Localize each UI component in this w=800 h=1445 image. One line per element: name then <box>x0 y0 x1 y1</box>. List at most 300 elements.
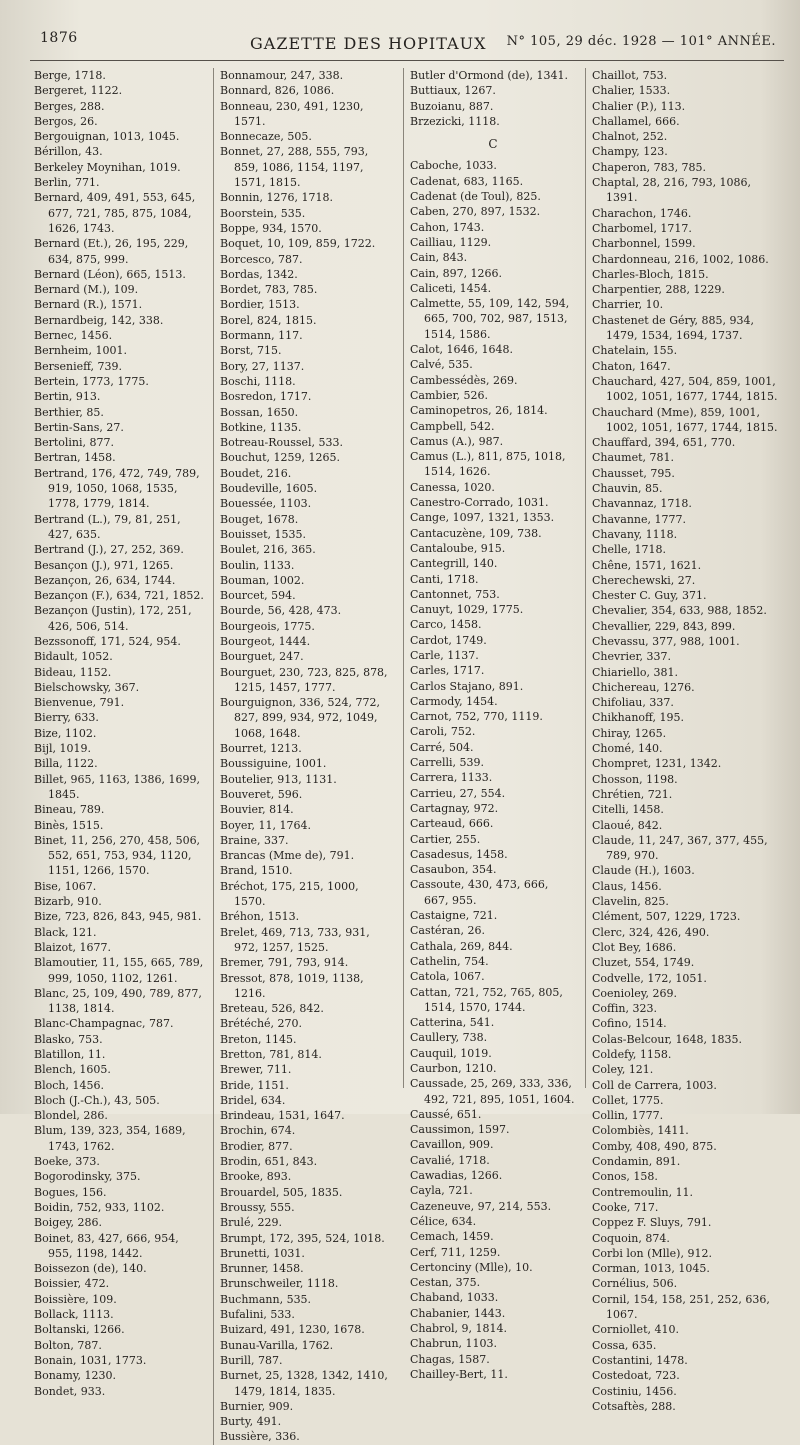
index-entry: Bouisset, 1535. <box>220 527 307 541</box>
index-entry: Codvelle, 172, 1051. <box>592 971 707 985</box>
index-entry: Caroli, 752. <box>410 725 476 739</box>
index-entry: Bertrand, 176, 472, 749, 789, 919, 1050, 1068, 1535, 1778, 1779, 1814. <box>34 466 200 511</box>
index-column-1 <box>34 68 206 1399</box>
index-entry: Chabrun, 1103. <box>410 1337 498 1351</box>
index-entry: Boeke, 373. <box>34 1155 100 1169</box>
index-entry: Bertran, 1458. <box>34 451 116 465</box>
index-entry: Bondet, 933. <box>34 1384 106 1398</box>
index-entry: Burnier, 909. <box>220 1399 294 1413</box>
index-entry: Boinet, 83, 427, 666, 954, 955, 1198, 1442. <box>34 1231 179 1260</box>
index-entry: Bloch, 1456. <box>34 1078 104 1092</box>
index-entry: Buchmann, 535. <box>220 1292 312 1306</box>
index-entry: Chagas, 1587. <box>410 1352 490 1366</box>
index-entry: Chauchard, 427, 504, 859, 1001, 1002, 1051, 1677, 1744, 1815. <box>592 374 778 404</box>
index-entry: Chomé, 140. <box>592 742 663 756</box>
index-entry: Chastenet de Géry, 885, 934, 1479, 1534, 1694, 1737. <box>592 313 754 343</box>
index-entry: Carnot, 752, 770, 1119. <box>410 710 543 724</box>
index-entry: Chaillot, 753. <box>592 69 668 82</box>
index-entry: Chardonneau, 216, 1002, 1086. <box>592 252 769 266</box>
index-entry: Challamel, 666. <box>592 114 680 128</box>
index-entry: Brodin, 651, 843. <box>220 1155 318 1169</box>
index-entry: Bize, 723, 826, 843, 945, 981. <box>34 910 202 924</box>
index-entry: Cadenat (de Toul), 825. <box>410 190 541 204</box>
index-entry: Cornélius, 506. <box>592 1277 678 1291</box>
index-entry: Chelle, 1718. <box>592 543 667 557</box>
index-entry: Chiariello, 381. <box>592 665 679 679</box>
index-entry: Cornil, 154, 158, 251, 252, 636, 1067. <box>592 1292 770 1322</box>
index-entry: Bernard (Léon), 665, 1513. <box>34 267 186 281</box>
index-entry: Bourgeot, 1444. <box>220 634 311 648</box>
index-entry: Bertrand (L.), 79, 81, 251, 427, 635. <box>34 512 181 541</box>
index-column-4 <box>585 68 784 1413</box>
index-entry: Calvé, 535. <box>410 358 473 372</box>
index-entry: Charpentier, 288, 1229. <box>592 283 725 297</box>
index-entry: Berges, 288. <box>34 99 105 113</box>
index-entry: Cattan, 721, 752, 765, 805, 1514, 1570, 1744. <box>410 985 563 1014</box>
index-entry: Coppez F. Sluys, 791. <box>592 1216 712 1230</box>
index-entry: Bonnet, 27, 288, 555, 793, 859, 1086, 1154, 1197, 1571, 1815. <box>220 145 369 190</box>
index-entry: Cambier, 526. <box>410 388 489 402</box>
index-entry: Casadesus, 1458. <box>410 847 508 861</box>
index-entry: Bonain, 1031, 1773. <box>34 1353 147 1367</box>
index-entry: Brzezicki, 1118. <box>410 114 500 128</box>
index-entry: Buizard, 491, 1230, 1678. <box>220 1323 365 1337</box>
index-entry: Breteau, 526, 842. <box>220 1002 324 1016</box>
index-entry: Brunetti, 1031. <box>220 1246 305 1260</box>
index-entry: Bosredon, 1717. <box>220 390 312 404</box>
index-entry: Colas-Belcour, 1648, 1835. <box>592 1032 742 1046</box>
index-entry: Claoué, 842. <box>592 818 663 832</box>
index-entry: Bloch (J.-Ch.), 43, 505. <box>34 1093 160 1107</box>
index-entry: Bouchut, 1259, 1265. <box>220 451 341 465</box>
index-entry: Chavany, 1118. <box>592 527 678 541</box>
index-entry: Boissière, 109. <box>34 1292 117 1306</box>
index-entry: Boutelier, 913, 1131. <box>220 772 337 786</box>
index-entry: Bourret, 1213. <box>220 742 302 756</box>
index-entry: Casaubon, 354. <box>410 863 497 877</box>
index-entry: Charbomel, 1717. <box>592 221 692 235</box>
index-entry: Boidin, 752, 933, 1102. <box>34 1200 165 1214</box>
index-entry: Blanc-Champagnac, 787. <box>34 1017 174 1031</box>
index-entry: Bremer, 791, 793, 914. <box>220 956 349 970</box>
index-entry: Bergouignan, 1013, 1045. <box>34 130 180 144</box>
index-entry: Canessa, 1020. <box>410 480 495 494</box>
index-entry: Campbell, 542. <box>410 419 495 433</box>
index-entry: Burill, 787. <box>220 1353 283 1367</box>
index-entry: Chosson, 1198. <box>592 772 678 786</box>
index-entry: Costiniu, 1456. <box>592 1384 677 1398</box>
index-entry: Carle, 1137. <box>410 648 479 662</box>
index-entry: Chaptal, 28, 216, 793, 1086, 1391. <box>592 176 752 205</box>
page-number: 1876 <box>40 30 78 46</box>
index-entry: Champy, 123. <box>592 145 668 159</box>
index-entry: Bernheim, 1001. <box>34 344 127 358</box>
index-entry: Cemach, 1459. <box>410 1230 494 1244</box>
index-entry: Broussy, 555. <box>220 1200 295 1214</box>
index-entry: Chevrier, 337. <box>592 650 672 664</box>
index-entry: Botkine, 1135. <box>220 420 302 434</box>
index-entry: Boyer, 11, 1764. <box>220 818 311 832</box>
index-entry: Chêne, 1571, 1621. <box>592 558 702 572</box>
index-entry: Cantaloube, 915. <box>410 541 506 555</box>
index-entry: Buttiaux, 1267. <box>410 84 496 98</box>
index-entry: Brumpt, 172, 395, 524, 1018. <box>220 1231 385 1245</box>
index-entry: Chrétien, 721. <box>592 787 673 801</box>
index-entry: Carlos Stajano, 891. <box>410 679 524 693</box>
index-entry: Brewer, 711. <box>220 1063 292 1077</box>
index-entry: Carco, 1458. <box>410 618 482 632</box>
index-entry: Chabrol, 9, 1814. <box>410 1322 507 1336</box>
index-entry: Bideau, 1152. <box>34 665 112 679</box>
index-entry: Cailliau, 1129. <box>410 235 492 249</box>
index-entry: Bernec, 1456. <box>34 329 113 343</box>
index-entry: Coldefy, 1158. <box>592 1048 672 1061</box>
index-entry: Coffin, 323. <box>592 1002 657 1016</box>
index-entry: Bunau-Varilla, 1762. <box>220 1338 334 1352</box>
index-entry: Bressot, 878, 1019, 1138, 1216. <box>220 971 364 1000</box>
index-entry: Bernard (M.), 109. <box>34 283 139 297</box>
index-entry: Bourguet, 247. <box>220 650 304 664</box>
index-entry: Cange, 1097, 1321, 1353. <box>410 511 555 525</box>
index-entry: Costedoat, 723. <box>592 1369 680 1383</box>
index-entry: Breton, 1145. <box>220 1032 297 1046</box>
index-entry: Canuyt, 1029, 1775. <box>410 603 524 617</box>
index-entry: Charrier, 10. <box>592 298 664 312</box>
index-entry: Binès, 1515. <box>34 818 104 832</box>
index-entry: Brochin, 674. <box>220 1124 296 1138</box>
index-entry: Boussiguine, 1001. <box>220 757 327 771</box>
index-entry: Cherechewski, 27. <box>592 573 696 587</box>
index-entry: Bouman, 1002. <box>220 573 305 587</box>
index-entry: Chiray, 1265. <box>592 726 667 740</box>
index-entry: Carteaud, 666. <box>410 817 494 831</box>
index-entry: Blatillon, 11. <box>34 1048 106 1061</box>
index-entry: Claus, 1456. <box>592 879 662 893</box>
index-entry: Bossan, 1650. <box>220 405 299 419</box>
index-entry: Cerf, 711, 1259. <box>410 1245 501 1259</box>
index-entry: Bouessée, 1103. <box>220 497 312 511</box>
index-column-2 <box>213 68 390 1445</box>
index-entry: Cartier, 255. <box>410 832 481 846</box>
index-entry: Bernard (R.), 1571. <box>34 298 143 312</box>
index-entry: Costantini, 1478. <box>592 1353 688 1367</box>
index-entry: Cossa, 635. <box>592 1338 657 1352</box>
index-entry: Bernard (Et.), 26, 195, 229, 634, 875, 999. <box>34 237 189 266</box>
index-entry: Borst, 715. <box>220 344 282 358</box>
index-entry: Chevallier, 229, 843, 899. <box>592 619 736 633</box>
index-entry: Brand, 1510. <box>220 864 293 878</box>
index-entry: Chavannaz, 1718. <box>592 497 692 511</box>
index-entry: Boulet, 216, 365. <box>220 543 316 557</box>
index-entry: Bonnin, 1276, 1718. <box>220 191 333 205</box>
index-entry: Berge, 1718. <box>34 69 106 82</box>
index-entry: Chevassu, 377, 988, 1001. <box>592 634 740 648</box>
header-rule <box>30 60 784 61</box>
index-entry: Bourguignon, 336, 524, 772, 827, 899, 934, 972, 1049, 1068, 1648. <box>220 696 380 740</box>
index-entry: Blanc, 25, 109, 490, 789, 877, 1138, 1814. <box>34 986 202 1016</box>
index-entry: Chaperon, 783, 785. <box>592 160 707 174</box>
index-entry: Chompret, 1231, 1342. <box>592 757 722 771</box>
index-entry: Certonciny (Mlle), 10. <box>410 1260 533 1274</box>
index-entry: Chevalier, 354, 633, 988, 1852. <box>592 604 767 618</box>
index-entry: Cofino, 1514. <box>592 1017 667 1031</box>
index-entry: Cadenat, 683, 1165. <box>410 174 524 188</box>
index-entry: Contremoulin, 11. <box>592 1185 694 1199</box>
index-entry: Corbi lon (Mlle), 912. <box>592 1246 712 1260</box>
index-entry: Bouveret, 596. <box>220 787 303 801</box>
index-entry: Bourgeois, 1775. <box>220 619 315 633</box>
index-entry: Carles, 1717. <box>410 664 485 678</box>
index-entry: Camus (A.), 987. <box>410 434 504 448</box>
index-entry: Chikhanoff, 195. <box>592 711 684 725</box>
index-entry: Bierry, 633. <box>34 711 99 725</box>
index-entry: Canestro-Corrado, 1031. <box>410 496 549 510</box>
index-entry: Bergos, 26. <box>34 114 98 128</box>
index-entry: Bonnard, 826, 1086. <box>220 84 335 98</box>
index-entry: Boppe, 934, 1570. <box>220 221 322 235</box>
index-entry: Caullery, 738. <box>410 1031 488 1045</box>
page-header <box>40 30 786 56</box>
index-entry: Calmette, 55, 109, 142, 594, 665, 700, 702, 987, 1513, 1514, 1586. <box>410 297 570 341</box>
index-entry: Blaizot, 1677. <box>34 940 111 954</box>
index-entry: Calot, 1646, 1648. <box>410 343 514 357</box>
index-entry: Cassoute, 430, 473, 666, 667, 955. <box>410 878 549 907</box>
index-entry: Bernard, 409, 491, 553, 645, 677, 721, 785, 875, 1084, 1626, 1743. <box>34 191 196 235</box>
index-entry: Chalier, 1533. <box>592 84 671 98</box>
index-entry: Carmody, 1454. <box>410 694 498 708</box>
index-entry: Boudeville, 1605. <box>220 482 318 496</box>
index-entry: Cantacuzène, 109, 738. <box>410 526 542 540</box>
index-entry: Binet, 11, 256, 270, 458, 506, 552, 651, 753, 934, 1120, 1151, 1266, 1570. <box>34 833 201 878</box>
index-entry: Boissezon (de), 140. <box>34 1262 147 1276</box>
index-entry: Bize, 1102. <box>34 726 97 740</box>
index-entry: Brelet, 469, 713, 733, 931, 972, 1257, 1525. <box>220 925 370 954</box>
index-entry: Bielschowsky, 367. <box>34 680 140 694</box>
index-entry: Caminopetros, 26, 1814. <box>410 404 548 418</box>
index-entry: Colombiès, 1411. <box>592 1124 689 1138</box>
index-column-3 <box>403 68 576 1381</box>
index-entry: Brulé, 229. <box>220 1216 282 1230</box>
index-entry: Cain, 843. <box>410 251 468 265</box>
index-entry: Caliceti, 1454. <box>410 281 492 295</box>
index-entry: Bollack, 1113. <box>34 1308 114 1322</box>
index-entry: Chester C. Guy, 371. <box>592 589 707 603</box>
journal-title: GAZETTE DES HOPITAUX <box>250 34 487 53</box>
index-entry: Cahon, 1743. <box>410 220 485 234</box>
index-entry: Berthier, 85. <box>34 405 104 419</box>
index-entry: Chalnot, 252. <box>592 130 668 144</box>
index-entry: Claude, 11, 247, 367, 377, 455, 789, 970. <box>592 833 768 863</box>
index-entry: Bertolini, 877. <box>34 436 115 450</box>
index-entry: Bezssonoff, 171, 524, 954. <box>34 634 181 648</box>
index-entry: Borcesco, 787. <box>220 252 303 266</box>
index-columns <box>0 68 800 1444</box>
index-entry: Cardot, 1749. <box>410 633 487 647</box>
index-entry: Coll de Carrera, 1003. <box>592 1078 717 1092</box>
index-entry: Bourcet, 594. <box>220 589 296 603</box>
index-entry: Caussé, 651. <box>410 1107 482 1121</box>
index-entry: Boudet, 216. <box>220 466 292 480</box>
index-entry: Chifoliau, 337. <box>592 696 674 710</box>
index-entry: Bersenieff, 739. <box>34 359 123 373</box>
index-entry: Cathelin, 754. <box>410 954 489 968</box>
index-entry: Chaton, 1647. <box>592 359 671 373</box>
index-entry: Cauquil, 1019. <box>410 1046 492 1060</box>
index-entry: Bezançon (F.), 634, 721, 1852. <box>34 589 204 603</box>
index-entry: Bordier, 1513. <box>220 298 300 312</box>
index-entry: Coenioley, 269. <box>592 986 678 1000</box>
index-entry: Berkeley Moynihan, 1019. <box>34 160 181 174</box>
index-entry: Cavalié, 1718. <box>410 1153 490 1167</box>
index-entry: Comby, 408, 490, 875. <box>592 1139 717 1153</box>
index-entry: Boorstein, 535. <box>220 206 306 220</box>
index-entry: Bertin-Sans, 27. <box>34 420 124 434</box>
index-entry: Cestan, 375. <box>410 1276 481 1290</box>
index-entry: Burty, 491. <box>220 1415 282 1429</box>
index-entry: Carrera, 1133. <box>410 771 493 785</box>
index-entry: Bogorodinsky, 375. <box>34 1170 141 1184</box>
index-entry: Chausset, 795. <box>592 466 675 480</box>
index-entry: Carré, 504. <box>410 740 474 754</box>
index-entry: Bérillon, 43. <box>34 145 103 159</box>
index-entry: Charbonnel, 1599. <box>592 237 696 251</box>
index-entry: Boissier, 472. <box>34 1277 110 1291</box>
index-entry: Bernardbeig, 142, 338. <box>34 313 164 327</box>
index-entry: Brétéché, 270. <box>220 1017 303 1031</box>
index-entry: Bréchot, 175, 215, 1000, 1570. <box>220 879 359 909</box>
index-entry: Conos, 158. <box>592 1170 658 1184</box>
index-entry: Castéran, 26. <box>410 924 485 938</box>
index-entry: Chauvin, 85. <box>592 482 663 496</box>
index-entry: Braine, 337. <box>220 833 289 847</box>
index-entry: Bezançon (Justin), 172, 251, 426, 506, 514. <box>34 604 192 633</box>
index-entry: Catola, 1067. <box>410 970 485 984</box>
index-entry: Cooke, 717. <box>592 1200 659 1214</box>
index-entry: Bienvenue, 791. <box>34 696 125 710</box>
index-entry: Chailley-Bert, 11. <box>410 1367 508 1381</box>
index-entry: Brouardel, 505, 1835. <box>220 1185 343 1199</box>
index-entry: Brancas (Mme de), 791. <box>220 849 355 863</box>
index-entry: Clavelin, 825. <box>592 895 669 909</box>
index-entry: Blondel, 286. <box>34 1109 108 1123</box>
index-entry: Bertrand (J.), 27, 252, 369. <box>34 543 184 557</box>
index-entry: Bergeret, 1122. <box>34 84 123 98</box>
index-entry: Caussimon, 1597. <box>410 1123 510 1137</box>
index-entry: Berlin, 771. <box>34 176 100 190</box>
index-entry: Bouvier, 814. <box>220 803 294 817</box>
index-entry: Collet, 1775. <box>592 1093 664 1107</box>
index-entry: Carrieu, 27, 554. <box>410 786 506 800</box>
index-entry: Buzoianu, 887. <box>410 99 494 113</box>
index-entry: Bourde, 56, 428, 473. <box>220 604 342 618</box>
index-entry: Bineau, 789. <box>34 803 105 817</box>
index-entry: Bormann, 117. <box>220 329 303 343</box>
index-entry: Condamin, 891. <box>592 1155 681 1169</box>
index-entry: Chatelain, 155. <box>592 344 678 358</box>
index-entry: Black, 121. <box>34 925 97 939</box>
index-entry: Chavanne, 1777. <box>592 512 686 526</box>
index-entry: Boschi, 1118. <box>220 374 296 388</box>
index-entry: Boquet, 10, 109, 859, 1722. <box>220 237 376 251</box>
index-entry: Brunschweiler, 1118. <box>220 1277 339 1291</box>
index-entry: Collin, 1777. <box>592 1109 664 1123</box>
index-entry: Cambessédès, 269. <box>410 373 518 387</box>
index-entry: Bréhon, 1513. <box>220 910 300 924</box>
index-entry: Catterina, 541. <box>410 1016 495 1030</box>
index-entry: Caben, 270, 897, 1532. <box>410 205 541 219</box>
index-entry: Bertin, 913. <box>34 390 101 404</box>
index-entry: Boulin, 1133. <box>220 558 295 572</box>
index-entry: Clot Bey, 1686. <box>592 940 677 954</box>
index-entry: Chauffard, 394, 651, 770. <box>592 436 736 450</box>
index-entry: Bonnecaze, 505. <box>220 130 312 144</box>
index-entry: Bufalini, 533. <box>220 1308 295 1322</box>
index-entry: Bolton, 787. <box>34 1338 102 1352</box>
index-entry: Bise, 1067. <box>34 879 97 893</box>
index-entry: Corman, 1013, 1045. <box>592 1262 710 1276</box>
index-entry: Chichereau, 1276. <box>592 680 695 694</box>
index-entry: Blamoutier, 11, 155, 665, 789, 999, 1050, 1102, 1261. <box>34 956 204 985</box>
index-entry: Brodier, 877. <box>220 1139 293 1153</box>
index-entry: Cathala, 269, 844. <box>410 939 513 953</box>
index-entry: Clément, 507, 1229, 1723. <box>592 910 741 924</box>
index-entry: Cantegrill, 140. <box>410 557 498 571</box>
index-entry: Bordas, 1342. <box>220 267 298 281</box>
index-entry: Claude (H.), 1603. <box>592 864 695 878</box>
index-entry: Cazeneuve, 97, 214, 553. <box>410 1199 552 1213</box>
index-entry: Blum, 139, 323, 354, 1689, 1743, 1762. <box>34 1124 186 1153</box>
index-entry: Caussade, 25, 269, 333, 336, 492, 721, 895, 1051, 1604. <box>410 1077 575 1106</box>
section-letter-c: C <box>488 137 498 152</box>
index-entry: Brindeau, 1531, 1647. <box>220 1109 345 1123</box>
index-column-3-top <box>410 68 576 129</box>
index-entry: Cotsaftès, 288. <box>592 1399 676 1413</box>
index-entry: Blench, 1605. <box>34 1063 111 1077</box>
index-entry: Bouget, 1678. <box>220 512 299 526</box>
index-entry: Bertein, 1773, 1775. <box>34 374 149 388</box>
index-entry: Castaigne, 721. <box>410 909 498 923</box>
index-entry: Blasko, 753. <box>34 1032 103 1046</box>
index-entry: Camus (L.), 811, 875, 1018, 1514, 1626. <box>410 450 566 479</box>
index-entry: Canti, 1718. <box>410 572 479 586</box>
index-entry: Bridel, 634. <box>220 1093 286 1107</box>
index-entry: Bezançon, 26, 634, 1744. <box>34 573 176 587</box>
index-entry: Billa, 1122. <box>34 757 98 771</box>
index-entry: Bidault, 1052. <box>34 650 113 664</box>
index-entry: Cluzet, 554, 1749. <box>592 956 695 970</box>
index-entry: Cawadias, 1266. <box>410 1169 503 1183</box>
index-entry: Charachon, 1746. <box>592 206 692 220</box>
index-entry: Cavaillon, 909. <box>410 1138 494 1152</box>
index-entry: Carrelli, 539. <box>410 756 485 770</box>
index-entry: Chaband, 1033. <box>410 1291 499 1305</box>
index-entry: Bijl, 1019. <box>34 742 92 756</box>
index-entry: Bory, 27, 1137. <box>220 359 305 373</box>
index-entry: Bonamy, 1230. <box>34 1369 117 1383</box>
index-entry: Cartagnay, 972. <box>410 801 499 815</box>
index-entry: Corniollet, 410. <box>592 1323 679 1337</box>
index-entry: Cantonnet, 753. <box>410 587 500 601</box>
index-entry: Bretton, 781, 814. <box>220 1048 322 1061</box>
index-entry: Bonnamour, 247, 338. <box>220 69 344 82</box>
index-entry: Botreau-Roussel, 533. <box>220 436 344 450</box>
index-entry: Boltanski, 1266. <box>34 1323 125 1337</box>
index-entry: Chauchard (Mme), 859, 1001, 1002, 1051, 1677, 1744, 1815. <box>592 405 778 434</box>
index-entry: Bonneau, 230, 491, 1230, 1571. <box>220 99 364 128</box>
index-entry: Chabanier, 1443. <box>410 1306 506 1320</box>
index-entry: Boigey, 286. <box>34 1216 103 1230</box>
index-entry: Citelli, 1458. <box>592 803 664 817</box>
